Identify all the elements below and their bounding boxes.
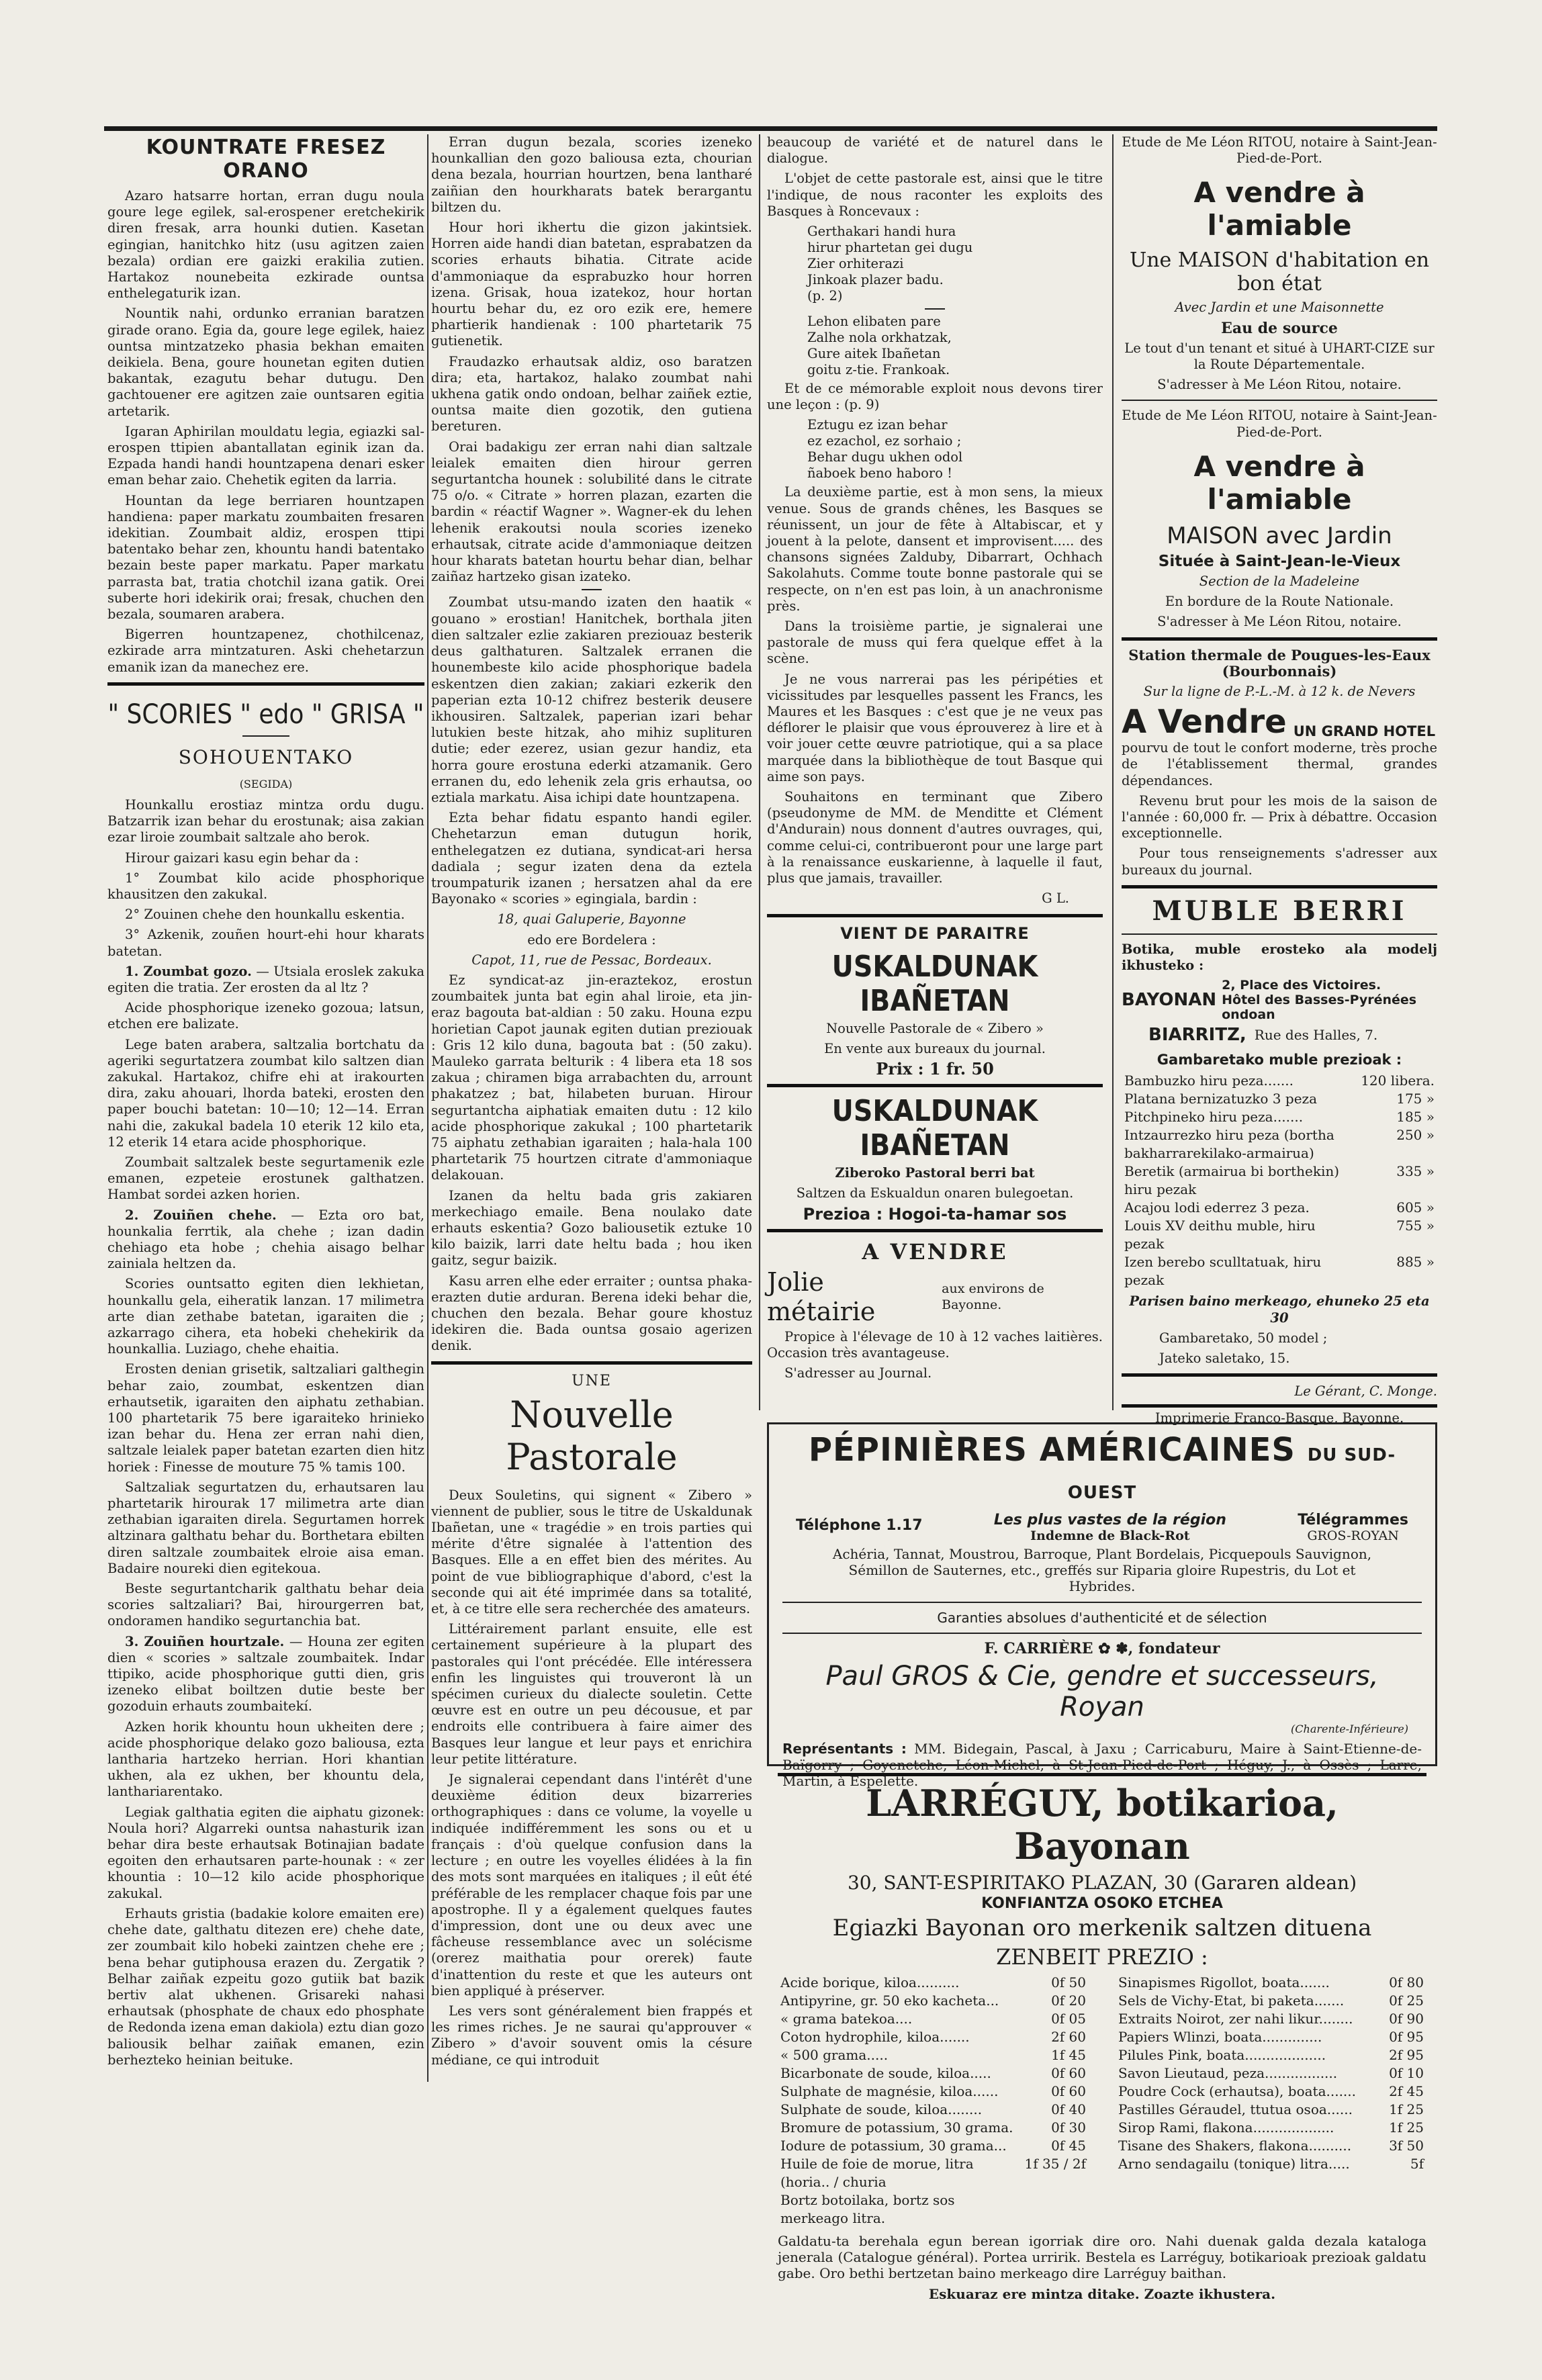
paragraph [107, 1207, 424, 1273]
divider [767, 1229, 1103, 1232]
ad-title: USKALDUNAK IBAÑETAN [831, 949, 1038, 1018]
column-divider [759, 134, 760, 1410]
ad-text: En vente aux bureaux du journal. [824, 1040, 1046, 1056]
paragraph: Hirour gaizari kasu egin behar da : [125, 850, 359, 866]
divider [767, 1084, 1103, 1087]
ad-kicker: VIENT DE PARAITRE [840, 923, 1030, 943]
price-row [1122, 1108, 1437, 1126]
price-value: 175 » [1396, 1091, 1435, 1107]
price-item: Pastilles Géraudel, ttutua osoa...... [1118, 2101, 1353, 2117]
price-item: « grama batekoa.... [780, 2011, 913, 2027]
ad-text: Propice à l'élevage de 10 à 12 vaches laitières. Occasion très avantageuse. [767, 1328, 1103, 1361]
price-item: Bortz botoilaka, bortz sos merkeago litra. [780, 2192, 955, 2226]
price-table-left [778, 1974, 1089, 2228]
price-row [1116, 1974, 1426, 1992]
price-value: 0f 40 [1051, 2101, 1086, 2117]
ad-title: A vendre à l'amiable [1193, 449, 1365, 516]
paragraph: Et de ce mémorable exploit nous devons tirer une leçon : (p. 9) [767, 381, 1103, 413]
price-value: 0f 95 [1389, 2029, 1424, 2045]
price-table-right [1116, 1974, 1426, 2173]
paragraph: 3° Azkenik, zouñen hourt-ehi hour kharats batetan. [107, 927, 424, 959]
price-value: 0f 80 [1389, 1974, 1424, 1990]
paragraph: Legiak galthatia egiten die aiphatu gizonek: Noula hori? Algarreki ountsa nahasturik izan behar dira beste erhautsak Botinajian badate egoiten den erhautsaren parte-hounak : « zer khountia : 10—12 kilo acide phosphorique zakukal. [107, 1804, 424, 1901]
price-row [1116, 2119, 1426, 2137]
price-item: Intzaurrezko hiru peza (bortha bakharrarekilako-armairua) [1124, 1127, 1334, 1162]
price-row [1122, 1253, 1437, 1289]
paragraph: Je signalerai cependant dans l'intérêt d'une deuxième édition deux bizarreries orthographiques : dans ce volume, la voyelle u indiquée indifféremment les sons ou et u français : d'où quelque confusion dans la lecture ; en outre les voyelles élidées à la fin des mots sont marquées en italiques ; il eût été préférable de les remplacer chaque fois par une apostrophe. Il y a également quelques fautes d'impression, dont une ou deux avec une fâcheuse ressemblance avec un solécisme (orerez maithatia pour orerek) faute d'inattention du reste et que les auteurs ont bien appliqué à préserver. [431, 1772, 752, 1999]
paragraph: Dans la troisième partie, je signalerai une pastorale de muss qui fera quelque effet à la scène. [767, 619, 1103, 667]
ad-text: Botika, muble erosteko ala modelj ikhusteko : [1122, 941, 1437, 974]
price-item: Huile de foie de morue, litra (horia.. / churia [780, 2156, 974, 2190]
price-item: Acide borique, kiloa.......... [780, 1974, 960, 1990]
verse [767, 314, 1103, 378]
city-label: BAYONAN [1122, 990, 1217, 1011]
paragraph: La deuxième partie, est à mon sens, la mieux venue. Sous de grands chênes, les Basques se réunissent, un jour de fête à Altabiscar, et y jouent à la pelote, dansent et improvisent..... des chansons signées Zalduby, Dibarrart, Ochhach Sakolahuts. Comme toute bonne pastorale qui se respecte, on n'en est pas loin, à un anachronisme près. [767, 484, 1103, 614]
reps-label: Représentants : [782, 1741, 907, 1757]
price-item: Iodure de potassium, 30 grama... [780, 2138, 1007, 2154]
column-divider [1112, 134, 1114, 1410]
verse-line: Zalhe nola orkhatzak, [807, 330, 952, 346]
price-value: 1f 45 [1051, 2047, 1086, 2063]
price-value: 0f 05 [1051, 2011, 1086, 2027]
paragraph: 1° Zoumbat kilo acide phosphorique khausitzen den zakukal. [107, 870, 424, 902]
verse-line: Behar dugu ukhen odol [807, 449, 963, 465]
verse-line: Jinkoak plazer badu. [807, 272, 944, 288]
verse-line: ez ezachol, ez sorhaio ; [807, 433, 962, 449]
verse-line: Gerthakari handi hura [807, 224, 956, 240]
ad-title [782, 1431, 1422, 1506]
price-row [1122, 1162, 1437, 1199]
price-item: Pilules Pink, boata................... [1118, 2047, 1326, 2063]
price-item: Coton hydrophile, kiloa....... [780, 2029, 970, 2045]
paragraph: Orai badakigu zer erran nahi dian saltzale leialek emaiten dien hirour gerren segurtantcha hounek : solubilité dans le citrate 75 o/o. « Citrate » horren plazan, ezarten die bardin « réactif Wagner ». Wagner-ek du lehen lehenik erakoutsi noula scories izeneko erhautsak, citrate acide d'ammoniaque deitzen hour kharats batetan hourtu behar dian, belhar zaiñaz hartzeko gisan izateko. [431, 439, 752, 585]
divider [778, 1773, 1426, 1776]
ad-title-suffix: DU SUD-OUEST [1067, 1445, 1396, 1503]
price-table [1122, 1072, 1437, 1289]
price-item: Savon Lieutaud, peza................. [1118, 2065, 1338, 2081]
paragraph: Azken horik khountu houn ukheiten dere ; acide phosphorique delako gozo baliousa, ezta lantharia hartzeko herrian. Hori khantian ukhen, ala ez ukhen, ber khountu dela, lanthariarentako. [107, 1719, 424, 1800]
price-value: 5f [1410, 2156, 1424, 2172]
verse [767, 417, 1103, 482]
price-item: Sulphate de magnésie, kiloa...... [780, 2083, 999, 2099]
divider [767, 914, 1103, 917]
column-2 [431, 134, 752, 2072]
price-item: Sels de Vichy-Etat, bi paketa....... [1118, 1993, 1345, 2009]
price-value: 2f 45 [1389, 2083, 1424, 2099]
price-row [778, 1992, 1089, 2010]
price-value: 185 » [1396, 1109, 1435, 1126]
ad-text: Section de la Madeleine [1199, 574, 1360, 590]
price-value: 1f 25 [1389, 2101, 1424, 2117]
price-row [1116, 2155, 1426, 2173]
price-item: Sirop Rami, flakona................... [1118, 2119, 1334, 2136]
paragraph: Igaran Aphirilan mouldatu legia, egiazki sal-erospen ttipien abantallatan eginik izan da. Ezpada handi handi hountzapena denari esker eman behar zaio. Chehetik egiten da larria. [107, 423, 424, 488]
ad-text: Garanties absolues d'authenticité et de sélection [937, 1609, 1267, 1626]
price-row [778, 2155, 1089, 2191]
price-item: Poudre Cock (erhautsa), boata....... [1118, 2083, 1357, 2099]
price-row [1122, 1126, 1437, 1162]
price-item: Extraits Noirot, zer nahi likur........ [1118, 2011, 1353, 2027]
divider [1122, 1373, 1437, 1377]
paragraph: Les vers sont généralement bien frappés et les rimes riches. Je ne saurai qu'approuver « Zibero » d'avoir souvent omis la césure médiane, ce qui introduit [431, 2003, 752, 2068]
price-item: Bromure de potassium, 30 grama. [780, 2119, 1013, 2136]
paragraph: 2° Zouinen chehe den hounkallu eskentia. [125, 907, 405, 923]
paragraph: L'objet de cette pastorale est, ainsi que le titre l'indique, de nous raconter les exploits des Basques à Roncevaux : [767, 171, 1103, 219]
price-value: 755 » [1396, 1218, 1435, 1234]
paragraph: Deux Souletins, qui signent « Zibero » viennent de publier, sous le titre de Uskaldunak Ibañetan, une « tragédie » en trois parties qui mérite d'être signalée à l'attention des Basques. Elle a en effet bien des mérites. Au point de vue bibliographique d'abord, c'est la seconde qui ait été imprimée dans sa totalité, et, à ce titre elle sera recherchée des amateurs. [431, 1487, 752, 1617]
paragraph: Saltzaliak segurtatzen du, erhautsaren lau phartetarik hirourak 17 milimetra arte dian zethabian igaraiten direla. Segurtamen horrek altzinara galthatu behar du. Borthetara ebilten diren saltzale zoumbaitek elroie aisa eman. Badaire noureki dien egitekoua. [107, 1479, 424, 1576]
ad-title-text: PÉPINIÈRES AMÉRICAINES [808, 1431, 1296, 1469]
divider [1122, 400, 1437, 401]
signature: G L. [1042, 890, 1069, 907]
price-row [778, 1974, 1089, 1992]
ad-title: A VENDRE [862, 1238, 1008, 1265]
divider [242, 735, 289, 737]
paragraph: Azaro hatsarre hortan, erran dugu noula goure lege egilek, sal-erospener eretchekirik diren fresak, arra hounki dutien. Kasetan egingian, hanitchko hitz (usu agitzen zaien bezala) ordian ere gaizki erakilia zutien. Hartakoz nounebeita ezkirade ountsa enthelegaturik izan. [107, 188, 424, 302]
paragraph [107, 964, 424, 996]
article-subtitle: SOHOUENTAKO [178, 745, 354, 768]
price-item: Bambuzko hiru peza....... [1124, 1072, 1294, 1089]
firm-name: Paul GROS & Cie, gendre et successeurs, Royan [825, 1661, 1379, 1723]
price-item: Platana bernizatuzko 3 peza [1124, 1091, 1317, 1107]
divider [782, 1602, 1422, 1603]
price-item: Beretik (armairua bi borthekin) hiru pezak [1124, 1163, 1340, 1198]
address-separator: edo ere Bordelera : [527, 931, 656, 948]
address: Capot, 11, rue de Pessac, Bordeaux. [471, 952, 712, 968]
continued-label: (SEGIDA) [239, 777, 293, 790]
price-value: 1f 25 [1389, 2119, 1424, 2136]
price-value [1022, 2191, 1089, 2228]
ad-subheading: ZENBEIT PREZIO : [996, 1944, 1208, 1970]
address: Rue des Halles, 7. [1254, 1027, 1378, 1044]
subheading: 2. Zouiñen chehe. [125, 1207, 277, 1223]
paragraph: Ezta behar fidatu espanto handi egiler. Chehetarzun eman dutugun horik, enthelegatzen ez dutiana, syndicat-ari hersa dadiala ; segur izaten dena da eztela troumpaturik izanen ; hersatzen ahal da ere Bayonako « scories » egingiala, bardin : [431, 810, 752, 907]
ad-title: A Vendre [1122, 703, 1287, 741]
price-value: 120 libera. [1361, 1072, 1435, 1089]
paragraph: Hour hori ikhertu die gizon jakintsiek. Horren aide handi dian batetan, esprabatzen da scories erhauts bihatia. Citrate acide d'ammoniaque da esprabuzko hour horren izena. Grisak, houa izatekoz, hour hortan hourtu behar du, ez oro ezik ere, hemere phartierik handienak : 100 phartetarik 75 gutienetik. [431, 220, 752, 349]
paragraph: Acide phosphorique izeneko gozoua; latsun, etchen ere balizate. [107, 1000, 424, 1032]
price-item: Antipyrine, gr. 50 eko kacheta... [780, 1993, 999, 2009]
verse-line: ñaboek beno haboro ! [807, 465, 952, 482]
price-item: Sinapismes Rigollot, boata....... [1118, 1974, 1330, 1990]
price-row [1116, 2101, 1426, 2119]
ad-text: Galdatu-ta berehala egun berean igorriak dire oro. Nahi duenak galda dezala kataloga jenerala (Catalogue général). Portea urririk. Bestela es Larréguy, botikarioak prezioak galdatu gabe. Oro bethi bertzetan baino merkeago dire Larréguy baithan. [778, 2233, 1426, 2282]
ad-text: Etude de Me Léon RITOU, notaire à Saint-Jean-Pied-de-Port. [1122, 134, 1437, 167]
divider [1122, 1404, 1437, 1408]
price-value: 1f 35 / 2f [1024, 2156, 1086, 2172]
ad-title: USKALDUNAK IBAÑETAN [831, 1094, 1038, 1163]
price-item: Arno sendagailu (tonique) litra..... [1118, 2156, 1350, 2172]
paragraph-text: — Ezta oro bat, hounkalia ferrtik, ala chehe ; izan dadin chehiago eta hobe ; chehia aisago belhar zainiala heltzen da. [107, 1207, 424, 1272]
article-title: " SCORIES " edo " GRISA " [107, 698, 424, 730]
subheading: 1. Zoumbat gozo. [125, 963, 252, 979]
price-row [1122, 1090, 1437, 1108]
address: 18, quai Galuperie, Bayonne [497, 911, 686, 927]
price-item: « 500 grama..... [780, 2047, 889, 2063]
city-label: BIARRITZ, [1148, 1025, 1246, 1046]
ad-text: UN GRAND HOTEL [1293, 723, 1436, 740]
larreguy-ad [767, 1773, 1437, 2302]
price-item: Tisane des Shakers, flakona.......... [1118, 2138, 1352, 2154]
paragraph: Zoumbat utsu-mando izaten den haatik « gouano » erostian! Hanitchek, borthala jiten dien saltzaler ezlie zakiaren preziouaz besterik deus galthaturen. Saltzalek erranen die hounembeste kilo acide phosphorique badela eskentzen dien zakian; zakiari ezkerik den paperian ezta 10-12 chifrez besterik deusere ikhousiren. Saltzalek, paperian izari behar lutukien beste hitzak, aho mihiz suplituren dutie; eder ezerez, usian gezur handiz, eta horra goure erostuna ederki atzamanik. Gero erranen du, edo lehenik zela gris erhautsa, oo eztiala markatu. Aisa ichipi date hountzapena. [431, 594, 752, 805]
ad-text: Située à Saint-Jean-le-Vieux [1158, 552, 1401, 570]
verse-line: Zier orhiterazi [807, 256, 904, 272]
price-value: 605 » [1396, 1199, 1435, 1216]
price-row [1116, 2137, 1426, 2155]
ad-text: S'adresser au Journal. [784, 1365, 932, 1381]
price-row [778, 2046, 1089, 2064]
price-item: Izen berebo sculltatuak, hiru pezak [1124, 1254, 1322, 1289]
price-value: 0f 50 [1051, 1974, 1086, 1990]
divider [582, 589, 602, 590]
price-value: 885 » [1396, 1254, 1435, 1271]
ad-text: Sur la ligne de P.-L.-M. à 12 k. de Nevers [1143, 684, 1416, 700]
price-row [778, 2028, 1089, 2046]
paragraph: Erosten denian grisetik, saltzaliari galthegin behar zaio, zoumbat, eskentzen dian erhautsetik, igaraiten den aiphatu zethabian. 100 phartetarik 75 bere igaraiteko hrinieko izan behar du. Hena zer erran nahi dien, saltzale leialek paper batetan ezarten dien hitz horiek : Finesse de mouture 75 % tamis 100. [107, 1361, 424, 1475]
price-value: 2f 95 [1389, 2047, 1424, 2063]
ad-text: Avec Jardin et une Maisonnette [1175, 300, 1384, 316]
price-row [778, 2137, 1089, 2155]
paragraph: Nountik nahi, ordunko erranian baratzen girade orano. Egia da, goure lege egilek, haiez ountsa mintzatzeko phasia bekhan emaiten deikiela. Bena, goure hounetan egiten dutien bakantak, ezagutu behar dutugu. Den gachtouener ere agitzen zaie ountsaren egitia artetarik. [107, 306, 424, 419]
price-value: 0f 30 [1051, 2119, 1086, 2136]
price-row [1116, 1992, 1426, 2010]
firm-region: (Charente-Inférieure) [1291, 1723, 1408, 1736]
ad-text: S'adresser à Me Léon Ritou, notaire. [1157, 614, 1402, 630]
manager-signature: Le Gérant, C. Monge. [1294, 1383, 1437, 1400]
price-value: 0f 20 [1051, 1993, 1086, 2009]
divider [431, 1361, 752, 1365]
subheading: 3. Zouiñen hourtzale. [125, 1633, 285, 1649]
article-title: KOUNTRATE FRESEZ ORANO [146, 136, 386, 183]
paragraph: Zoumbait saltzalek beste segurtamenik ezle emanen, ezpeteie erostunek galthatzen. Hambat sordei azken horien. [107, 1154, 424, 1203]
tagline: Les plus vastes de la région [993, 1512, 1226, 1528]
ad-text: Ziberoko Pastoral berri bat [835, 1165, 1035, 1181]
ad-text: Achéria, Tannat, Moustrou, Barroque, Plant Bordelais, Picquepouls Sauvignon, Sémillon de Sauternes, etc., greffés sur Riparia gloire Rupestris, du Lot et Hybrides. [832, 1546, 1372, 1595]
ad-text: Gambaretako, 50 model ; [1159, 1330, 1328, 1346]
column-divider [427, 134, 428, 2082]
ad-price: Prix : 1 fr. 50 [876, 1058, 994, 1079]
price-item: Bicarbonate de soude, kiloa..... [780, 2065, 991, 2081]
paragraph: Ez syndicat-az jin-eraztekoz, erostun zoumbaitek junta bat egin ahal liroie, eta jin-eraz bagouta bat-aldian : 50 zaku. Houna ezpu horietian Capot jaunak egiten dutian preziouak : Gris 12 kilo duna, bagouta bat : (50 zaku). Mauleko garrata belturik : 4 libera eta 18 sos zakua ; chiramen biga arrabachten du, arrount phakatzez ; bat, hilabeten buruan. Hirour segurtantcha aiphatiak emaiten dutu : 12 kilo acide phosphorique zakukal ; 100 phartetarik 75 aiphatu zethabian igaraiten ; hala-hala 100 phartetarik 75 hourtzen citrate d'ammoniaque delakouan. [431, 972, 752, 1183]
divider [925, 308, 945, 310]
ad-text: S'adresser à Me Léon Ritou, notaire. [1157, 377, 1402, 393]
ad-text: Egiazki Bayonan oro merkenik saltzen dituena [832, 1915, 1372, 1941]
ad-text: Une MAISON d'habitation en bon état [1129, 248, 1430, 296]
price-value: 0f 60 [1051, 2065, 1086, 2081]
verse [767, 224, 1103, 304]
paragraph: Bigerren hountzapenez, chothilcenaz, ezkirade arra mintzaturen. Aski chehetarzun emanik izan da manechez ere. [107, 627, 424, 675]
ad-title: LARRÉGUY, botikarioa, Bayonan [866, 1782, 1339, 1868]
ad-text: Pour tous renseignements s'adresser aux bureaux du journal. [1122, 845, 1437, 878]
phone: Téléphone 1.17 [796, 1517, 923, 1534]
price-row [1116, 2010, 1426, 2028]
ad-text: Eau de source [1221, 319, 1338, 337]
price-row [778, 2101, 1089, 2119]
price-item: Pitchpineko hiru peza....... [1124, 1109, 1304, 1126]
top-rule [104, 126, 1437, 131]
article-kicker: UNE [572, 1372, 612, 1389]
ad-subheading: Gambaretako muble prezioak : [1156, 1052, 1402, 1068]
price-item: Papiers Wlinzi, boata.............. [1118, 2029, 1322, 2045]
price-row [1116, 2082, 1426, 2101]
price-value: 250 » [1396, 1127, 1435, 1144]
telegram-address: GROS-ROYAN [1307, 1528, 1399, 1543]
column-1 [107, 134, 424, 2072]
paragraph: beaucoup de variété et de naturel dans le dialogue. [767, 134, 1103, 167]
price-row [1122, 1072, 1437, 1090]
column-3 [767, 134, 1103, 1385]
ad-text: Le tout d'un tenant et situé à UHART-CIZE sur la Route Départementale. [1124, 340, 1435, 373]
verse-line: Eztugu ez izan behar [807, 417, 948, 433]
price-row [778, 2064, 1089, 2082]
ad-text: MAISON avec Jardin [1167, 522, 1392, 549]
verse-line: Lehon elibaten pare [807, 314, 941, 330]
price-row [778, 2082, 1089, 2101]
paragraph: Hounkallu erostiaz mintza ordu dugu. Batzarrik izan behar du erostunak; aisa zakian ezar liroie zoumbait saltzale aho berok. [107, 796, 424, 845]
price-row [1122, 1199, 1437, 1217]
tagline: Indemne de Black-Rot [1030, 1528, 1190, 1543]
reps-text: MM. Bidegain, Pascal, à Jaxu ; Carricaburu, Maire à Saint-Etienne-de-Baïgorry ; Goyenetche, Léon-Michel, à St-Jean-Pied-de-Port ; Héguy, J., à Ossès ; Larre, Martin, à Espelette. [782, 1741, 1422, 1790]
paragraph: Scories ountsatto egiten dien lekhietan, hounkallu gela, eiheratik lanzan. 17 milimetra arte dian zethabe batetan, igaraiten die ; azkarrago cihera, eta hobeki chehekirik da hounkallia. Luziago, chehe ehaitia. [107, 1276, 424, 1357]
ad-title: Jolie métairie [767, 1267, 876, 1326]
column-4 [1122, 134, 1437, 1430]
printer-line: Imprimerie Franco-Basque, Bayonne. [1154, 1410, 1404, 1426]
price-value: 0f 60 [1051, 2083, 1086, 2099]
verse-line: Gure aitek Ibañetan [807, 346, 941, 362]
price-item: Acajou lodi ederrez 3 peza. [1124, 1199, 1310, 1216]
ad-text: Jateko saletako, 15. [1159, 1351, 1290, 1367]
verse-line: (p. 2) [807, 288, 843, 304]
divider [107, 682, 424, 686]
paragraph: Lege baten arabera, saltzalia bortchatu da ageriki segurtatzera zoumbat kilo saltzen dian zakukal. Hartakoz, chifre ehi at irakourten dira, zaku ahouari, lhorda bateki, erosten den paper bouchi batetan: 10—10; 12—14. Erran nahi die, zakukal badela 10 eterik 12 kilo eta, 12 eterik 14 etara acide phosphorique. [107, 1036, 424, 1150]
price-row [778, 2010, 1089, 2028]
ad-text: Eskuaraz ere mintza ditake. Zoazte ikhustera. [928, 2285, 1276, 2302]
price-item: Sulphate de soude, kiloa........ [780, 2101, 983, 2117]
ad-title: MUBLE BERRI [1152, 895, 1407, 927]
divider [1122, 885, 1437, 888]
verse-line: hirur phartetan gei dugu [807, 240, 973, 256]
ad-text: aux environs de Bayonne. [942, 1281, 1044, 1312]
ad-title: A vendre à l'amiable [1193, 176, 1365, 242]
paragraph: Je ne vous narrerai pas les péripéties et vicissitudes par lesquelles passent les Francs, les Maures et les Basques : c'est que je ne veux pas déflorer le plaisir que vous éprouverez à lire et à voir jouer cette œuvre patriotique, qui a sa place marquée dans la bibliothèque de tout Basque qui aime son pays. [767, 671, 1103, 784]
paragraph: Hountan da lege berriaren hountzapen handiena: paper markatu zoumbaiten fresaren idekitian. Zoumbait aldiz, erospen ttipi batentako behar zen, khountu handi batentako bezain beste paper markatu. Paper markatu parrasta bat, tratia chotchil izana gatik. Orei suberte hori idekirik orai; fresak, chuchen den bezala, soumaren arabera. [107, 492, 424, 623]
price-value: 0f 25 [1389, 1993, 1424, 2009]
divider [1122, 933, 1437, 935]
price-item: Louis XV deithu muble, hiru pezak [1124, 1218, 1316, 1252]
price-value: 0f 90 [1389, 2011, 1424, 2027]
divider [782, 1633, 1422, 1634]
paragraph: Littérairement parlant ensuite, elle est certainement supérieure à la plupart des pastorales qui l'ont précédée. Elle intéressera enfin les linguistes qui trouveront là un spécimen curieux du dialecte souletin. Cette œuvre est en outre un peu décousue, et par endroits elle contribuera à faire aimer des Basques leur langue et leur pays et enrichira leur petite littérature. [431, 1621, 752, 1767]
article-title: Nouvelle Pastorale [506, 1393, 678, 1478]
paragraph-text: — Houna zer egiten dien « scories » saltzale zoumbaitek. Indar ttipiko, acide phosphorique gutti dien, gris izeneko elibat boiltzen dutie beste ber gozoduin erhauts zoumbaitekí. [107, 1633, 424, 1714]
price-row [1122, 1217, 1437, 1253]
founder: F. CARRIÈRE ✿ ✽, fondateur [984, 1639, 1220, 1657]
ad-text: Nouvelle Pastorale de « Zibero » [826, 1020, 1044, 1036]
price-row [1116, 2064, 1426, 2082]
paragraph: Souhaitons en terminant que Zibero (pseudonyme de MM. de Menditte et Clément d'Andurain) nous donnent d'autres ouvrages, qui, comme celui-ci, contribueront pour une large part à la renaissance euskarienne, à laquelle il faut, plus que jamais, travailler. [767, 789, 1103, 886]
paragraph: Kasu arren elhe eder erraiter ; ountsa phaka-erazten dutie arduran. Berena ideki behar die, chuchen den bezala. Behar goure khostuz idekiren die. Bada ountsa gosaio agerizen denik. [431, 1273, 752, 1354]
paragraph: Fraudazko erhautsak aldiz, oso baratzen dira; eta, hartakoz, halako zoumbat nahi ukhena gatik ondo ondoan, belhar zaiñek eztie, ountsa maite dien gozotik, den gutiena bereturen. [431, 353, 752, 434]
paragraph-text: — Utsiala eroslek zakuka egiten die tratia. Zer erosten da al ltz ? [107, 963, 425, 995]
pepinieres-ad [767, 1422, 1437, 1790]
ad-text: Saltzen da Eskualdun onaren bulegoetan. [796, 1185, 1074, 1201]
ad-text: KONFIANTZA OSOKO ETCHEA [981, 1895, 1223, 1912]
telegram-label: Télégrammes [1298, 1512, 1408, 1528]
price-value: 0f 45 [1051, 2138, 1086, 2154]
price-value: 335 » [1396, 1163, 1435, 1180]
price-value: 3f 50 [1389, 2138, 1424, 2154]
paragraph: Izanen da heltu bada gris zakiaren merkechiago emaile. Bena noulako date erhauts eskentia? Gozo baliousetik eztuke 10 kilo baizik, larri date heltu bada ; hou iken gaitz, segur baizik. [431, 1187, 752, 1269]
address: Hôtel des Basses-Pyrénées ondoan [1222, 993, 1417, 1023]
ad-text: Parisen baino merkeago, ehuneko 25 eta 30 [1129, 1293, 1430, 1326]
ad-text: En bordure de la Route Nationale. [1165, 594, 1394, 610]
paragraph [107, 1634, 424, 1715]
address: 30, SANT-ESPIRITAKO PLAZAN, 30 (Gararen aldean) [847, 1872, 1357, 1894]
paragraph: Beste segurtantcharik galthatu behar deia scories saltzaliari? Bai, hirourgerren bat, ondoramen handiko segurtanchia bat. [107, 1581, 424, 1629]
ad-text: Revenu brut pour les mois de la saison de l'année : 60,000 fr. — Prix à débattre. Occasion exceptionnelle. [1122, 792, 1437, 841]
paragraph: Erran dugun bezala, scories izeneko hounkallian den gozo baliousa ezta, chourian dena bezala, hourrian hourtzen, bena lantharé zaiñian den hourkharats batek berargantu biltzen du. [431, 134, 752, 215]
price-value: 2f 60 [1051, 2029, 1086, 2045]
ad-text: Etude de Me Léon RITOU, notaire à Saint-Jean-Pied-de-Port. [1122, 408, 1437, 440]
divider [1122, 637, 1437, 641]
price-row [778, 2119, 1089, 2137]
verse-line: goitu z-tie. Frankoak. [807, 362, 950, 378]
ad-price: Prezioa : Hogoi-ta-hamar sos [803, 1204, 1067, 1224]
price-row [1116, 2046, 1426, 2064]
price-row [1116, 2028, 1426, 2046]
price-row [778, 2191, 1089, 2228]
address: 2, Place des Victoires. [1222, 978, 1381, 993]
ad-text: pourvu de tout le confort moderne, très proche de l'établissement thermal, grandes dépendances. [1122, 740, 1437, 788]
price-value: 0f 10 [1389, 2065, 1424, 2081]
ad-text: Station thermale de Pougues-les-Eaux (Bourbonnais) [1128, 646, 1431, 680]
paragraph: Erhauts gristia (badakie kolore emaiten ere) chehe date, galthatu ditezen ere) chehe date, zer zoumbait kilo hobeki zaintzen chehe ere ; bena behar gutiphousa erazen du. Zergatik ? Belhar zaiñak ezpeitu gozo gutiik bat bazik bertiv alat ukhenen. Grisareki nahasi erhautsak (phosphate de chaux edo phosphate de Redonda izena eman dakiola) eztu dian gozo baliousik belhar zaiñak emanen, ezin berhezteko heinian beituke. [107, 1905, 424, 2068]
